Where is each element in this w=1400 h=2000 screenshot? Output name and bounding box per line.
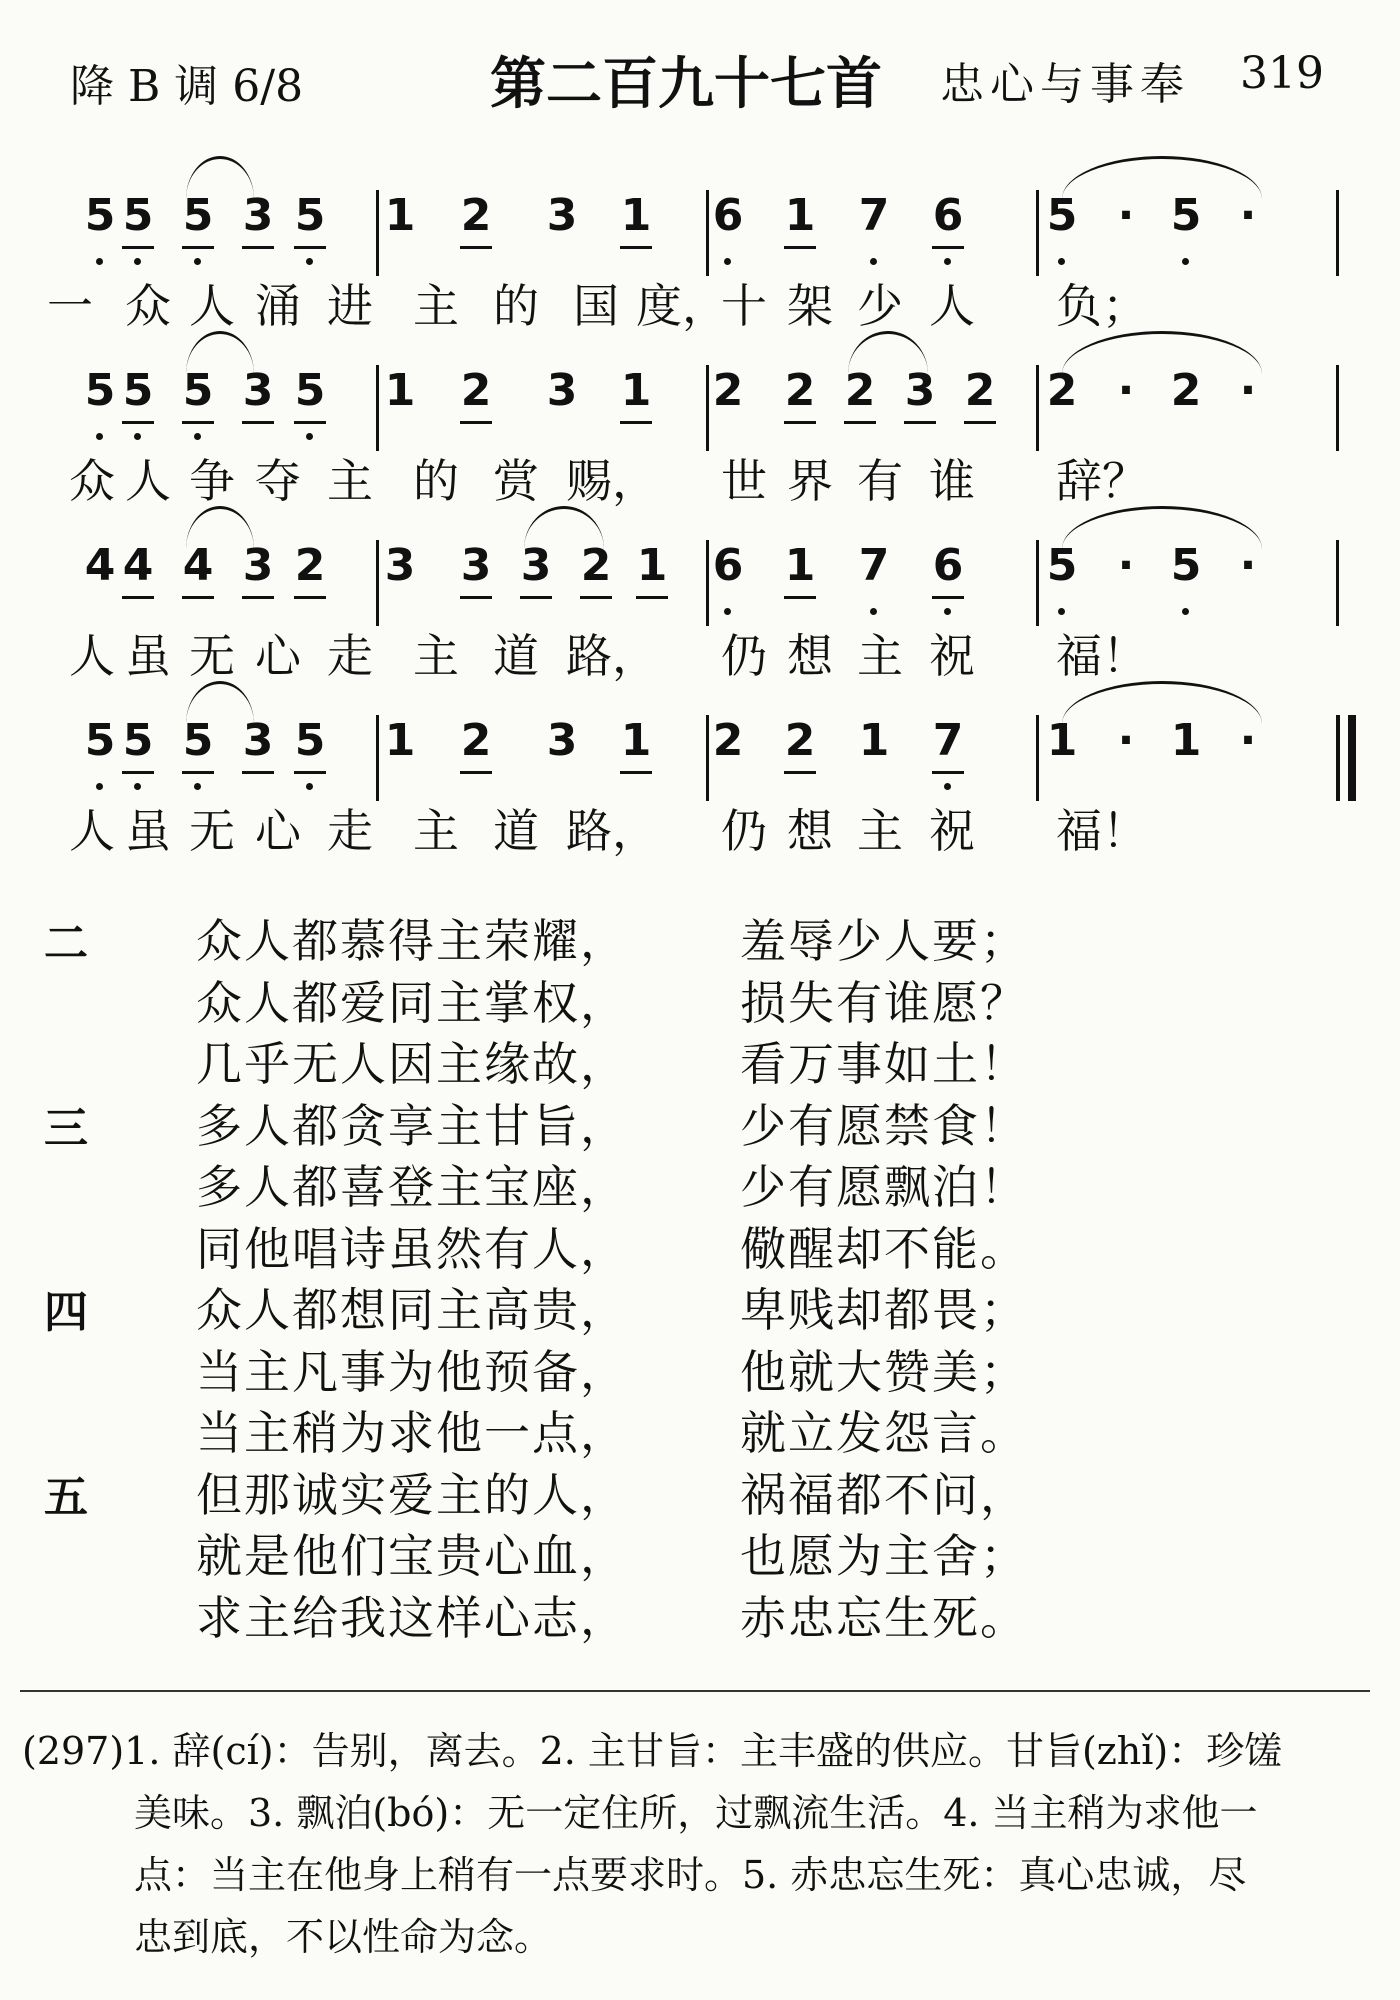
score-note: 4 [84, 540, 116, 591]
lyric-syllable: 一 [47, 279, 93, 333]
score-note: 1 [1046, 715, 1078, 766]
lyric-syllable: 想 [787, 629, 833, 683]
score-note: 2 [280, 540, 340, 591]
bar-line [1336, 715, 1340, 801]
lyric-syllable: 人 [69, 804, 115, 858]
bar-line [1336, 190, 1339, 276]
score-note: 1 [384, 365, 416, 416]
score-note: 5 [108, 190, 168, 241]
hymn-title: 第二百九十七首 [490, 52, 882, 117]
lyric-syllable: 路， [566, 804, 658, 858]
lyric-syllable: 人 [69, 629, 115, 683]
score-note: 3 [228, 540, 288, 591]
slur-mark [1062, 156, 1262, 199]
score-note: 4 [108, 540, 168, 591]
verse-line-second-half: 祸福都不问， [740, 1467, 1028, 1522]
score-note: 5 [1156, 540, 1216, 591]
lyric-syllable: 祝 [929, 629, 975, 683]
score-note: 5 [280, 365, 340, 416]
score-note: 3 [384, 540, 416, 591]
bar-line [1036, 540, 1039, 626]
score-note: 3 [546, 365, 578, 416]
verse-line-second-half: 卑贱却都畏； [740, 1283, 1028, 1337]
lyric-syllable: 度， [636, 279, 728, 333]
score-note: 2 [446, 365, 506, 416]
score-note: 7 [844, 190, 904, 241]
verse-line-second-half: 也愿为主舍； [740, 1529, 1028, 1583]
score-note: 3 [506, 540, 566, 591]
score-note: · [1117, 540, 1135, 591]
score-note: 2 [770, 715, 830, 766]
verse-line-second-half: 他就大赞美； [740, 1344, 1028, 1399]
bar-line [1036, 715, 1039, 801]
lyric-syllable: 主 [413, 804, 459, 858]
score-note: 5 [280, 715, 340, 766]
score-note: 5 [108, 365, 168, 416]
score-note: 1 [622, 540, 682, 591]
lyric-syllable: 想 [787, 804, 833, 858]
lyric-syllable: 心 [255, 804, 301, 858]
lyric-syllable: 的 [493, 279, 539, 333]
lyric-syllable: 道 [493, 629, 539, 683]
lyric-syllable: 辞？ [1056, 454, 1148, 508]
lyric-syllable: 架 [787, 279, 833, 333]
verse-line-first-half: 多人都贪享主甘旨， [196, 1098, 628, 1153]
verse-line-first-half: 当主稍为求他一点， [196, 1406, 628, 1460]
lyric-syllable: 人 [189, 279, 235, 333]
score-note: · [1239, 715, 1257, 766]
score-note: 3 [228, 715, 288, 766]
score-note: 5 [1156, 190, 1216, 241]
score-note: 5 [168, 365, 228, 416]
lyric-syllable: 夺 [255, 454, 301, 508]
verse-number: 三 [44, 1102, 88, 1154]
lyric-syllable: 主 [857, 629, 903, 683]
score-note: 7 [918, 715, 978, 766]
score-note: 5 [70, 365, 130, 416]
verse-line-second-half: 羞辱少人要； [740, 914, 1028, 968]
score-note: 1 [384, 715, 416, 766]
score-note: 6 [918, 190, 978, 241]
lyric-syllable: 仍 [721, 629, 767, 683]
score-note: 1 [384, 190, 416, 241]
bar-line [706, 715, 709, 801]
bar-line [1036, 190, 1039, 276]
verse-line-second-half: 儆醒却不能。 [740, 1221, 1028, 1276]
score-note: 2 [712, 365, 744, 416]
lyric-syllable: 涌 [255, 279, 301, 333]
verse-line-second-half: 少有愿飘泊！ [740, 1160, 1028, 1214]
lyric-syllable: 道 [493, 804, 539, 858]
score-note: 6 [918, 540, 978, 591]
lyric-syllable: 主 [327, 454, 373, 508]
bar-line [706, 365, 709, 451]
verse-line-second-half: 赤忠忘生死。 [740, 1590, 1028, 1645]
verse-line-first-half: 众人都慕得主荣耀， [196, 914, 628, 968]
footnote-line: (297)1. 辞(cí)：告别，离去。2. 主甘旨：主丰盛的供应。甘旨(zhǐ)：珍馐 [22, 1729, 1283, 1773]
score-note: 1 [770, 190, 830, 241]
lyric-syllable: 虽 [125, 629, 171, 683]
lyric-syllable: 主 [413, 279, 459, 333]
verse-number: 二 [44, 918, 88, 969]
lyric-syllable: 争 [189, 454, 235, 508]
lyric-syllable: 福！ [1056, 804, 1148, 858]
lyric-syllable: 进 [327, 279, 373, 333]
lyric-syllable: 祝 [929, 804, 975, 858]
lyric-syllable: 十 [721, 279, 767, 333]
footnote-divider [20, 1690, 1370, 1692]
lyric-syllable: 国 [573, 279, 619, 333]
score-note: 1 [1170, 715, 1202, 766]
lyric-syllable: 无 [189, 629, 235, 683]
score-note: 5 [280, 190, 340, 241]
score-note: · [1117, 190, 1135, 241]
lyric-syllable: 的 [413, 454, 459, 508]
lyric-syllable: 人 [929, 279, 975, 333]
lyric-syllable: 无 [189, 804, 235, 858]
bar-line [1336, 365, 1339, 451]
score-note: 2 [950, 365, 1010, 416]
score-note: · [1239, 540, 1257, 591]
bar-line [376, 715, 379, 801]
score-note: 5 [108, 715, 168, 766]
verse-line-first-half: 众人都爱同主掌权， [196, 975, 628, 1030]
score-note: 5 [1032, 190, 1092, 241]
score-note: 5 [70, 190, 130, 241]
score-note: 2 [446, 190, 506, 241]
score-note: 2 [770, 365, 830, 416]
lyric-syllable: 人 [125, 454, 171, 508]
score-note: 1 [606, 190, 666, 241]
bar-line [706, 190, 709, 276]
lyric-syllable: 心 [255, 629, 301, 683]
score-note: 2 [566, 540, 626, 591]
score-note: 3 [228, 190, 288, 241]
score-note: 5 [168, 715, 228, 766]
score-note: 5 [70, 715, 130, 766]
score-note: 1 [858, 715, 890, 766]
lyric-syllable: 走 [327, 629, 373, 683]
lyric-syllable: 谁 [929, 454, 975, 508]
score-note: · [1239, 365, 1257, 416]
verse-number: 四 [44, 1287, 88, 1338]
score-note: 2 [1170, 365, 1202, 416]
verse-line-first-half: 当主凡事为他预备， [196, 1344, 628, 1399]
hymn-category: 忠心与事奉 [940, 59, 1190, 110]
lyric-syllable: 众 [125, 279, 171, 333]
score-note: 1 [606, 715, 666, 766]
score-note: 3 [446, 540, 506, 591]
score-note: · [1239, 190, 1257, 241]
score-note: · [1117, 715, 1135, 766]
verse-line-first-half: 多人都喜登主宝座， [196, 1160, 628, 1214]
verse-line-first-half: 求主给我这样心志， [196, 1590, 628, 1645]
bar-line [1036, 365, 1039, 451]
score-note: 6 [698, 190, 758, 241]
score-note: 7 [844, 540, 904, 591]
bar-line [376, 540, 379, 626]
footnote-line: 点：当主在他身上稍有一点要求时。5. 赤忠忘生死：真心忠诚，尽 [134, 1853, 1247, 1897]
lyric-syllable: 界 [787, 454, 833, 508]
hymn-key: 降 B 调 6/8 [70, 61, 304, 112]
lyric-syllable: 福！ [1056, 629, 1148, 683]
lyric-syllable: 少 [857, 279, 903, 333]
footnote-line: 忠到底，不以性命为念。 [134, 1915, 553, 1959]
lyric-syllable: 虽 [125, 804, 171, 858]
lyric-syllable: 主 [413, 629, 459, 683]
lyric-syllable: 走 [327, 804, 373, 858]
footnote [22, 1720, 1372, 1968]
verse-line-second-half: 损失有谁愿？ [740, 975, 1028, 1030]
score-note: 5 [1032, 540, 1092, 591]
verse-line-first-half: 众人都想同主高贵， [196, 1283, 628, 1337]
score-note: 2 [446, 715, 506, 766]
bar-line [376, 365, 379, 451]
lyric-syllable: 赏 [493, 454, 539, 508]
score-note: 3 [228, 365, 288, 416]
score-note: 3 [890, 365, 950, 416]
footnote-line: 美味。3. 飘泊(bó)：无一定住所，过飘流生活。4. 当主稍为求他一 [134, 1791, 1258, 1835]
verse-line-second-half: 少有愿禁食！ [740, 1098, 1028, 1153]
score-note: 6 [698, 540, 758, 591]
score-note: 2 [1046, 365, 1078, 416]
final-bar-line [1348, 715, 1356, 801]
lyric-syllable: 仍 [721, 804, 767, 858]
score-note: 2 [712, 715, 744, 766]
page-number: 319 [1240, 48, 1324, 99]
score-note: 1 [770, 540, 830, 591]
verse-number: 五 [44, 1471, 88, 1523]
verse-line-first-half: 同他唱诗虽然有人， [196, 1221, 628, 1276]
score-note: 3 [546, 190, 578, 241]
bar-line [376, 190, 379, 276]
verse-line-first-half: 就是他们宝贵心血， [196, 1529, 628, 1583]
score-note: 2 [830, 365, 890, 416]
slur-mark [186, 156, 254, 199]
score-note: 5 [168, 190, 228, 241]
lyric-syllable: 众 [69, 454, 115, 508]
lyric-syllable: 负； [1056, 279, 1148, 333]
verse-line-second-half: 就立发怨言。 [740, 1406, 1028, 1460]
score-note: 4 [168, 540, 228, 591]
lyric-syllable: 有 [857, 454, 903, 508]
verse-line-first-half: 但那诚实爱主的人， [196, 1467, 628, 1522]
bar-line [706, 540, 709, 626]
score-note: 1 [606, 365, 666, 416]
score-note: · [1117, 365, 1135, 416]
lyric-syllable: 世 [721, 454, 767, 508]
score-note: 3 [546, 715, 578, 766]
verse-line-first-half: 几乎无人因主缘故， [196, 1037, 628, 1091]
lyric-syllable: 赐， [566, 454, 658, 508]
lyric-syllable: 主 [857, 804, 903, 858]
bar-line [1336, 540, 1339, 626]
lyric-syllable: 路， [566, 629, 658, 683]
verse-line-second-half: 看万事如土！ [740, 1037, 1028, 1091]
